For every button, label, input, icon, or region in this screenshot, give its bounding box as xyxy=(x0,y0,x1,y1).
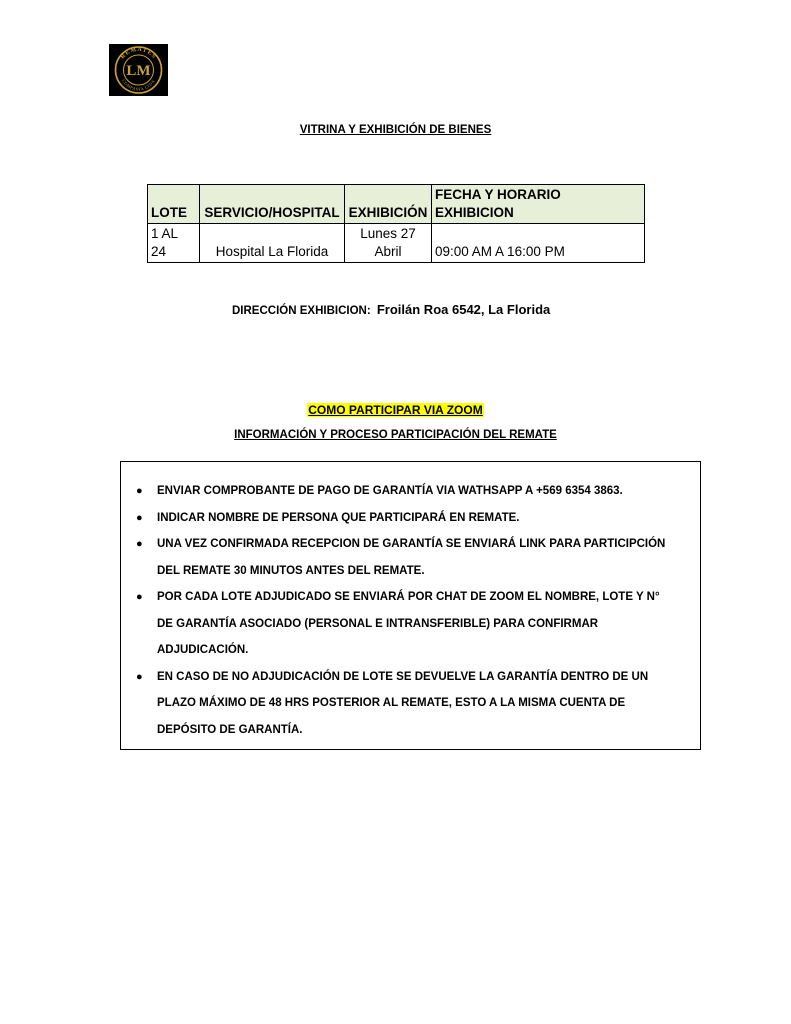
svg-text:REMATES xyxy=(120,47,157,61)
list-item-text: EN CASO DE NO ADJUDICACIÓN DE LOTE SE DEVUELVE LA GARANTÍA DENTRO DE UN PLAZO MÁXIMO DE 48 HRS POSTERIOR AL REMATE, ESTO A LA MISMA CUENTA DE DEPÓSITO DE GARANTÍA. xyxy=(157,670,649,736)
bullet-icon: ● xyxy=(136,511,143,524)
list-item-text: ENVIAR COMPROBANTE DE PAGO DE GARANTÍA VIA WATHSAPP A +569 6354 3863. xyxy=(157,485,623,497)
cell-servicio: Hospital La Florida xyxy=(200,224,345,263)
company-logo xyxy=(109,44,168,96)
cell-horario: 09:00 AM A 16:00 PM xyxy=(432,224,645,263)
cell-exhibicion: Lunes 27 Abril xyxy=(345,224,432,263)
instructions-list xyxy=(121,462,700,743)
logo-monogram: LM xyxy=(126,63,151,79)
logo-arc-top: REMATES xyxy=(119,46,158,61)
lm-seal-icon xyxy=(109,44,168,96)
exhibition-table xyxy=(147,184,645,263)
header-exhibicion: EXHIBICIÓN xyxy=(345,185,432,224)
table-row xyxy=(148,224,645,263)
bullet-icon: ● xyxy=(136,670,143,683)
info-heading: INFORMACIÓN Y PROCESO PARTICIPACIÓN DEL REMATE xyxy=(234,429,557,441)
bullet-icon: ● xyxy=(136,485,143,497)
logo-arc-bottom: COMPANIA LTDA xyxy=(121,78,156,92)
header-fecha-horario: FECHA Y HORARIO EXHIBICION xyxy=(432,185,645,224)
instructions-box xyxy=(120,461,701,750)
list-item xyxy=(136,478,670,505)
address-value: Froilán Roa 6542, La Florida xyxy=(376,302,551,317)
exhibition-address xyxy=(232,302,550,317)
header-servicio: SERVICIO/HOSPITAL xyxy=(200,185,345,224)
table-header-row xyxy=(148,185,645,224)
zoom-heading-text: COMO PARTICIPAR VIA ZOOM xyxy=(308,403,483,417)
header-lote: LOTE xyxy=(148,185,200,224)
bullet-icon: ● xyxy=(136,538,143,550)
address-label: DIRECCIÓN EXHIBICION: xyxy=(232,305,371,317)
list-item-text: INDICAR NOMBRE DE PERSONA QUE PARTICIPARÁ EN REMATE. xyxy=(157,511,520,524)
list-item xyxy=(136,531,670,584)
list-item-text: UNA VEZ CONFIRMADA RECEPCION DE GARANTÍA SE ENVIARÁ LINK PARA PARTICIPCIÓN DEL REMATE 30 MINUTOS ANTES DEL REMATE. xyxy=(157,538,666,577)
zoom-heading xyxy=(0,401,791,419)
list-item xyxy=(136,505,670,532)
list-item-text: POR CADA LOTE ADJUDICADO SE ENVIARÁ POR CHAT DE ZOOM EL NOMBRE, LOTE Y N° DE GARANTÍA ASOCIADO (PERSONAL E INTRANSFERIBLE) PARA CONFIRMAR ADJUDICACIÓN. xyxy=(157,591,660,656)
cell-lote: 1 AL 24 xyxy=(148,224,200,263)
list-item xyxy=(136,664,670,744)
page-title: VITRINA Y EXHIBICIÓN DE BIENES xyxy=(299,124,492,136)
bullet-icon: ● xyxy=(136,591,143,603)
list-item xyxy=(136,584,670,664)
